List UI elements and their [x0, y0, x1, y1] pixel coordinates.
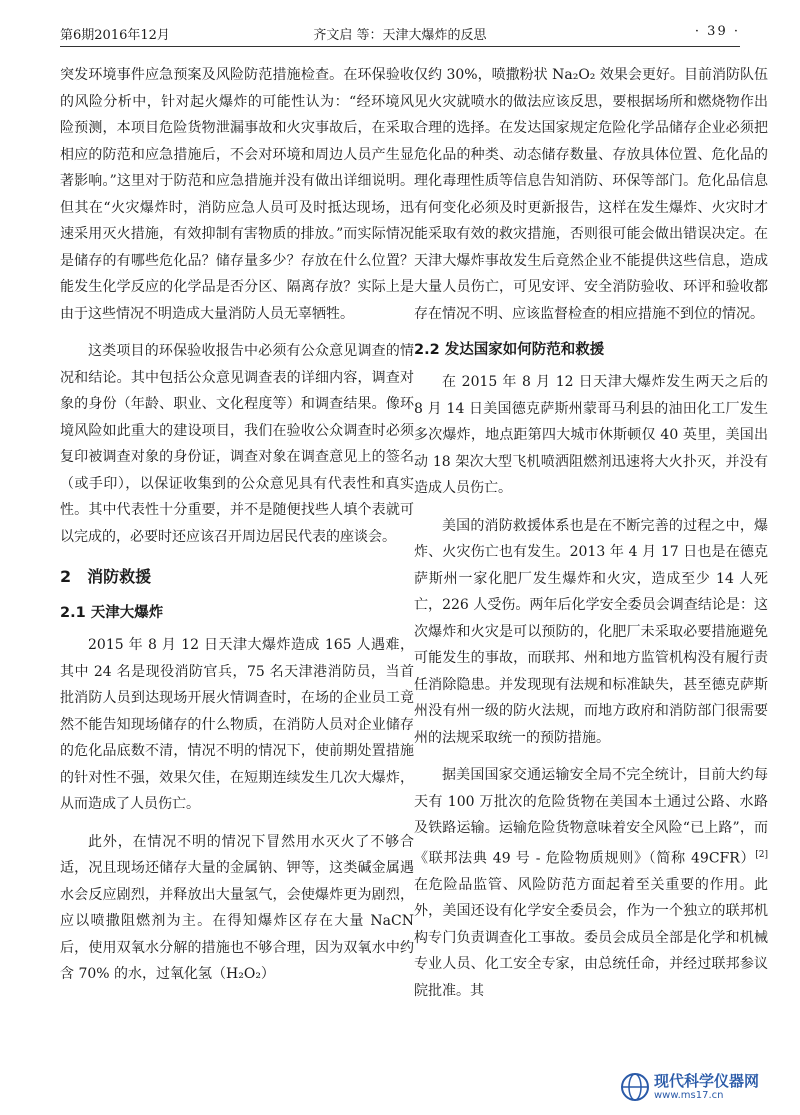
watermark-logo — [620, 1068, 792, 1108]
running-header — [60, 20, 740, 47]
right-column — [414, 62, 768, 1004]
paragraph: 仅约 30%，喷撒粉状 Na₂O₂ 效果会更好。目前消防队伍见火灾就喷水的做法应该反思，要根据场所和燃烧物作出合理的选择。在发达国家规定危险化学品储存企业必须把危化品的种类、动态储存数量、存放具体位置、危化品的理化毒理性质等信息告知消防、环保等部门。危化品信息有何变化必须及时更新报告，这样在发生爆炸、火灾时才能采取有效的救灾措施，否则很可能会做出错误决定。在天津大爆炸事故发生后竟然企业不能提供这些信息，造成大量人员伤亡，可见安评、安全消防验收、环评和验收都存在情况不明、应该监督检查的相应措施不到位的情况。 — [414, 67, 768, 322]
left-column — [60, 62, 414, 988]
globe-icon — [620, 1072, 650, 1102]
paragraph: 这类项目的环保验收报告中必须有公众意见调查的情况和结论。其中包括公众意见调查表的详细内容，调查对象的身份（年龄、职业、文化程度等）和调查结果。像环境风险如此重大的建设项目，我们在验收公众调查时必须复印被调查对象的身份证，调查对象在调查意见上的签名（或手印），以保证收集到的公众意见具有代表性和真实性。其中代表性十分重要，并不是随便找些人填个表就可以完成的，必要时还应该召开周边居民代表的座谈会。 — [60, 343, 414, 545]
subsection-heading: 2.1 天津大爆炸 — [60, 605, 164, 621]
citation-ref: [2] — [755, 849, 768, 860]
watermark-url: www.ms17.cn — [654, 1090, 724, 1101]
paragraph: 此外，在情况不明的情况下冒然用水灭火了不够合适，况且现场还储存大量的金属钠、钾等，这类碱金属遇水会反应剧烈，并释放出大量氢气，会使爆炸更为剧烈，应以喷撒阻燃剂为主。在得知爆炸区存在大量 NaCN 后，使用双氧水分解的措施也不够合理，因为双氧水中约含 70% 的水，过氧化氢（H₂O₂） — [60, 833, 414, 982]
page-number: · 39 · — [694, 24, 740, 39]
paragraph: 2015 年 8 月 12 日天津大爆炸造成 165 人遇难，其中 24 名是现役消防官兵，75 名天津港消防员，当首批消防人员到达现场开展火情调查时，在场的企业员工竟然不能告知现场储存的什么物质，在消防人员对企业储存的危化品底数不清，情况不明的情况下，使前期处置措施的针对性不强，效果欠佳，在短期连续发生几次大爆炸，从而造成了人员伤亡。 — [60, 637, 414, 812]
section-heading: 2 消防救援 — [60, 567, 152, 586]
paragraph: 突发环境事件应急预案及风险防范措施检查。在环保验收的风险分析中，针对起火爆炸的可能性认为：“经环境风险预测，本项目危险货物泄漏事故和火灾事故后，在采取相应的防范和应急措施后，不会对环境和周边人员产生显著影响。”这里对于防范和应急措施并没有做出详细说明。但其在“火灾爆炸时，消防应急人员可及时抵达现场，迅速采用灭火措施，有效抑制有害物质的排放。”而实际情况是储存的有哪些危化品？储存量多少？存放在什么位置？能发生化学反应的化学品是否分区、隔离存放？实际上是由于这些情况不明造成大量消防人员无辜牺牲。 — [60, 67, 414, 322]
paragraph-text: 据美国国家交通运输安全局不完全统计，目前大约每天有 100 万批次的危险货物在美国本土通过公路、水路及铁路运输。运输危险货物意味着安全风险“已上路”，而《联邦法典 49 号 - 危险物质规则》（简称 49CFR） — [414, 767, 768, 867]
paragraph: 美国的消防救援体系也是在不断完善的过程之中，爆炸、火灾伤亡也有发生。2013 年 4 月 17 日也是在德克萨斯州一家化肥厂发生爆炸和火灾，造成至少 14 人死亡，226 人受伤。两年后化学安全委员会调查结论是：这次爆炸和火灾是可以预防的，化肥厂未采取必要措施避免可能发生的事故，而联邦、州和地方监管机构没有履行责任消除隐患。并发现现有法规和标准缺失，甚至德克萨斯州没有州一级的防火法规，而地方政府和消防部门很需要州的法规采取统一的预防措施。 — [414, 517, 768, 746]
paragraph: 在 2015 年 8 月 12 日天津大爆炸发生两天之后的 8 月 14 日美国德克萨斯州蒙哥马利县的油田化工厂发生多次爆炸，地点距第四大城市休斯顿仅 40 英里，美国出动 18 架次大型飞机喷洒阻燃剂迅速将大火扑灭，并没有造成人员伤亡。 — [414, 374, 768, 496]
paragraph — [414, 762, 768, 1004]
subsection-heading: 2.2 发达国家如何防范和救援 — [414, 342, 605, 358]
issue-date: 第6期2016年12月 — [60, 28, 170, 43]
paragraph-text: 在危险品监管、风险防范方面起着至关重要的作用。此外，美国还设有化学安全委员会，作为一个独立的联邦机构专门负责调查化工事故。委员会成员全部是化学和机械专业人员、化工安全专家，由总统任命，并经过联邦参议院批准。其 — [414, 876, 768, 999]
running-title: 齐文启 等：天津大爆炸的反思 — [313, 28, 487, 43]
watermark-name: 现代科学仪器网 — [654, 1072, 760, 1090]
